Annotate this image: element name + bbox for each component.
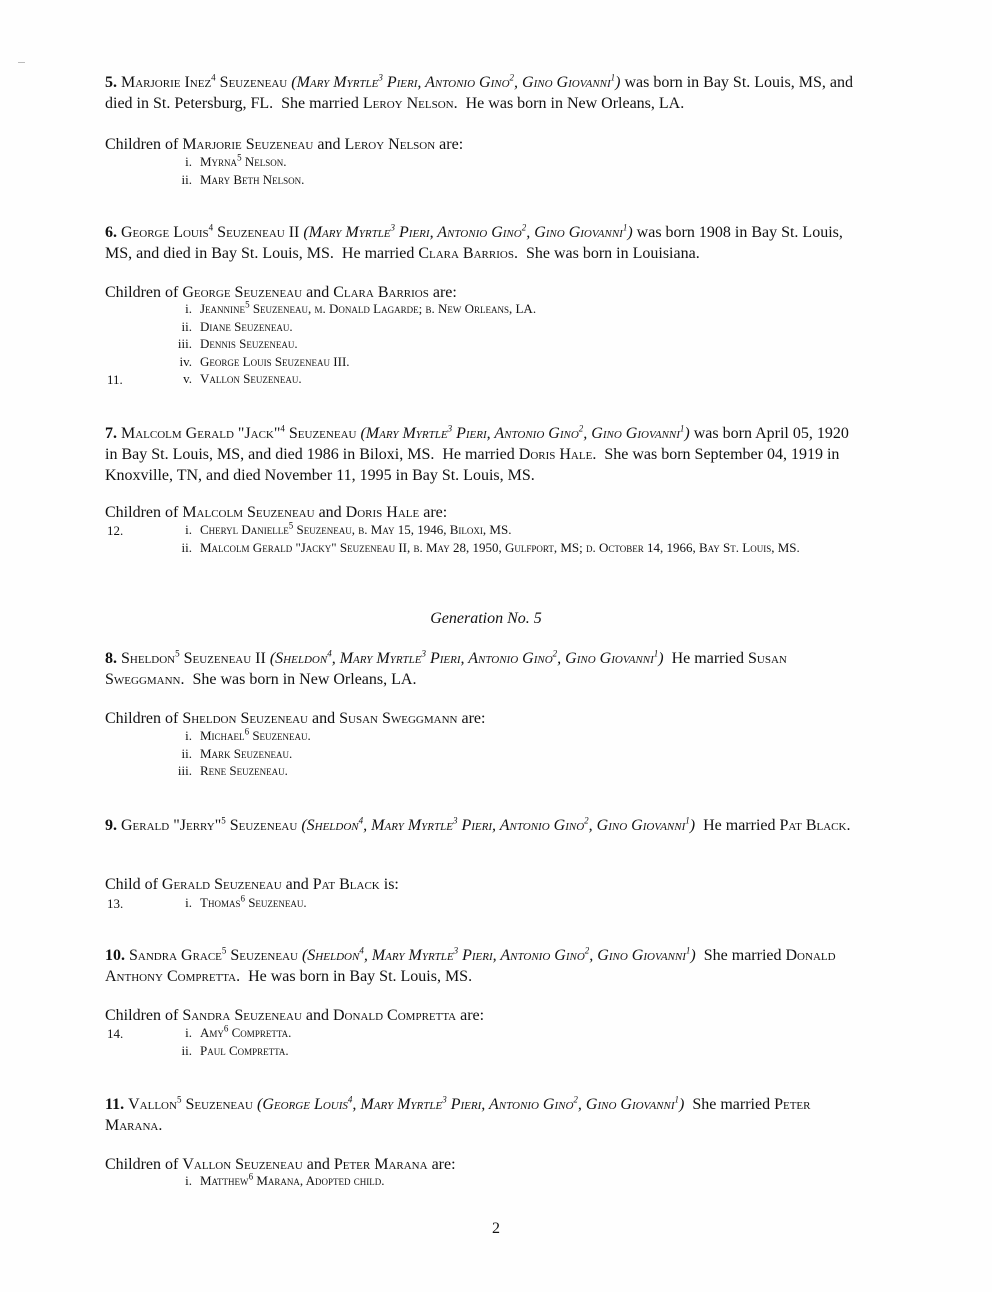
child-name: Thomas$^6$ Seuzeneau. bbox=[200, 893, 307, 910]
children-caption-7: Children of Malcolm Seuzeneau and Doris Hale are: bbox=[105, 504, 448, 521]
child-roman-numeral: i. bbox=[185, 301, 192, 316]
children-caption-5: Children of Marjorie Seuzeneau and Leroy Nelson are: bbox=[105, 136, 464, 153]
child-row bbox=[0, 762, 992, 780]
children-list-8 bbox=[0, 727, 992, 780]
children-list-10 bbox=[0, 1024, 992, 1059]
entry-11 bbox=[105, 1094, 860, 1136]
child-row bbox=[0, 153, 992, 171]
scan-speck bbox=[18, 62, 25, 63]
entry-text: Marjorie Inez$^4$ Seuzeneau (Mary Myrtle$^3$ Pieri, Antonio Gino$^2$, Gino Giovanni$^1$) was born in Bay St. Louis, MS, and died in St. Petersburg, FL. She married Leroy Nelson. He was born in New Orleans, LA. bbox=[105, 72, 853, 112]
child-row bbox=[0, 745, 992, 763]
child-roman-numeral: ii. bbox=[181, 745, 192, 761]
child-row bbox=[0, 335, 992, 353]
children-caption-11: Children of Vallon Seuzeneau and Peter Marana are: bbox=[105, 1156, 456, 1173]
entry-text: Vallon$^5$ Seuzeneau (George Louis$^4$, Mary Myrtle$^3$ Pieri, Antonio Gino$^2$, Gino Giovanni$^1$) She married Peter Marana. bbox=[105, 1094, 811, 1134]
entry-text: Sheldon$^5$ Seuzeneau II (Sheldon$^4$, Mary Myrtle$^3$ Pieri, Antonio Gino$^2$, Gino Giovanni$^1$) He married Susan Sweggmann. She was born in New Orleans, LA. bbox=[105, 648, 787, 688]
child-name: Mark Seuzeneau. bbox=[200, 745, 293, 761]
entry-6 bbox=[105, 222, 860, 264]
child-roman-numeral: ii. bbox=[181, 318, 192, 334]
children-list-5 bbox=[0, 153, 992, 188]
children-list-11 bbox=[0, 1172, 992, 1190]
child-name: George Louis Seuzeneau III. bbox=[200, 353, 350, 369]
entry-9 bbox=[105, 815, 860, 836]
entry-number: 6. bbox=[105, 224, 117, 241]
child-name: Paul Compretta. bbox=[200, 1042, 289, 1058]
entry-number: 7. bbox=[105, 425, 117, 442]
child-name: Amy$^6$ Compretta. bbox=[200, 1023, 292, 1040]
entry-number: 11. bbox=[105, 1096, 125, 1113]
child-row bbox=[0, 727, 992, 745]
children-caption-6: Children of George Seuzeneau and Clara Barrios are: bbox=[105, 284, 457, 301]
entry-text: Malcolm Gerald "Jack"$^4$ Seuzeneau (Mary Myrtle$^3$ Pieri, Antonio Gino$^2$, Gino Giovanni$^1$) was born April 05, 1920 in Bay St. Louis, MS, and died 1986 in Biloxi, MS. He married Doris Hale. She was born September 04, 1919 in Knoxville, TN, and died November 11, 1995 in Bay St. Louis, MS. bbox=[105, 423, 849, 484]
children-list-6 bbox=[0, 300, 992, 388]
entry-number: 8. bbox=[105, 650, 117, 667]
child-reference-number: 11. bbox=[107, 372, 123, 387]
child-roman-numeral: i. bbox=[185, 1173, 192, 1188]
child-roman-numeral: i. bbox=[185, 522, 192, 537]
child-roman-numeral: i. bbox=[185, 1025, 192, 1040]
child-roman-numeral: iii. bbox=[177, 763, 192, 778]
entry-5 bbox=[105, 72, 860, 114]
entry-text: Sandra Grace$^5$ Seuzeneau (Sheldon$^4$, Mary Myrtle$^3$ Pieri, Antonio Gino$^2$, Gino Giovanni$^1$) She married Donald Anthony Compretta. He was born in Bay St. Louis, MS. bbox=[105, 945, 836, 985]
children-caption-10: Children of Sandra Seuzeneau and Donald Compretta are: bbox=[105, 1007, 485, 1024]
child-roman-numeral: ii. bbox=[181, 171, 192, 187]
entry-10 bbox=[105, 945, 860, 987]
entry-number: 9. bbox=[105, 817, 117, 834]
child-row bbox=[0, 318, 992, 336]
child-roman-numeral: i. bbox=[185, 154, 192, 169]
child-name: Cheryl Danielle$^5$ Seuzeneau, b. May 15, 1946, Biloxi, MS. bbox=[200, 520, 512, 537]
child-row bbox=[0, 1024, 992, 1042]
child-name: Dennis Seuzeneau. bbox=[200, 336, 298, 351]
child-name: Vallon Seuzeneau. bbox=[200, 371, 302, 386]
child-roman-numeral: i. bbox=[185, 895, 192, 910]
child-name: Michael$^6$ Seuzeneau. bbox=[200, 726, 311, 743]
child-row bbox=[0, 894, 992, 912]
child-row bbox=[0, 353, 992, 371]
child-roman-numeral: iii. bbox=[177, 336, 192, 351]
children-caption-9: Child of Gerald Seuzeneau and Pat Black is: bbox=[105, 876, 399, 893]
entry-text: Gerald "Jerry"$^5$ Seuzeneau (Sheldon$^4$, Mary Myrtle$^3$ Pieri, Antonio Gino$^2$, Gino Giovanni$^1$) He married Pat Black. bbox=[121, 815, 851, 834]
child-row bbox=[0, 171, 992, 189]
child-name: Jeannine$^5$ Seuzeneau, m. Donald Lagarde; b. New Orleans, LA. bbox=[200, 299, 537, 316]
child-name: Malcolm Gerald "Jacky" Seuzeneau II, b. May 28, 1950, Gulfport, MS; d. October 14, 1966, Bay St. Louis, MS. bbox=[200, 539, 800, 555]
children-list-9 bbox=[0, 894, 992, 912]
generation-heading: Generation No. 5 bbox=[430, 610, 542, 627]
child-roman-numeral: ii. bbox=[181, 1042, 192, 1058]
child-name: Diane Seuzeneau. bbox=[200, 318, 293, 334]
entry-7 bbox=[105, 423, 860, 486]
child-row bbox=[0, 300, 992, 318]
child-name: Myrna$^5$ Nelson. bbox=[200, 152, 287, 169]
children-list-7 bbox=[0, 521, 992, 574]
entry-number: 10. bbox=[105, 947, 125, 964]
entry-8 bbox=[105, 648, 860, 690]
child-reference-number: 12. bbox=[107, 523, 124, 538]
child-row bbox=[0, 1042, 992, 1060]
child-roman-numeral: ii. bbox=[181, 539, 192, 555]
child-reference-number: 13. bbox=[107, 896, 124, 911]
child-name: Matthew$^6$ Marana, Adopted child. bbox=[200, 1171, 385, 1188]
child-name: Rene Seuzeneau. bbox=[200, 763, 288, 778]
child-row bbox=[0, 521, 992, 539]
child-roman-numeral: iv. bbox=[179, 353, 192, 369]
page-number: 2 bbox=[492, 1220, 500, 1237]
children-caption-8: Children of Sheldon Seuzeneau and Susan Sweggmann are: bbox=[105, 710, 486, 727]
entry-text: George Louis$^4$ Seuzeneau II (Mary Myrtle$^3$ Pieri, Antonio Gino$^2$, Gino Giovanni$^1$) was born 1908 in Bay St. Louis, MS, and died in Bay St. Louis, MS. He married Clara Barrios. She was born in Louisiana. bbox=[105, 222, 843, 262]
entry-number: 5. bbox=[105, 74, 117, 91]
child-row bbox=[0, 539, 992, 574]
child-roman-numeral: v. bbox=[183, 371, 192, 386]
child-name: Mary Beth Nelson. bbox=[200, 171, 305, 187]
child-reference-number: 14. bbox=[107, 1026, 124, 1041]
child-row bbox=[0, 370, 992, 388]
child-row bbox=[0, 1172, 992, 1190]
child-roman-numeral: i. bbox=[185, 728, 192, 743]
